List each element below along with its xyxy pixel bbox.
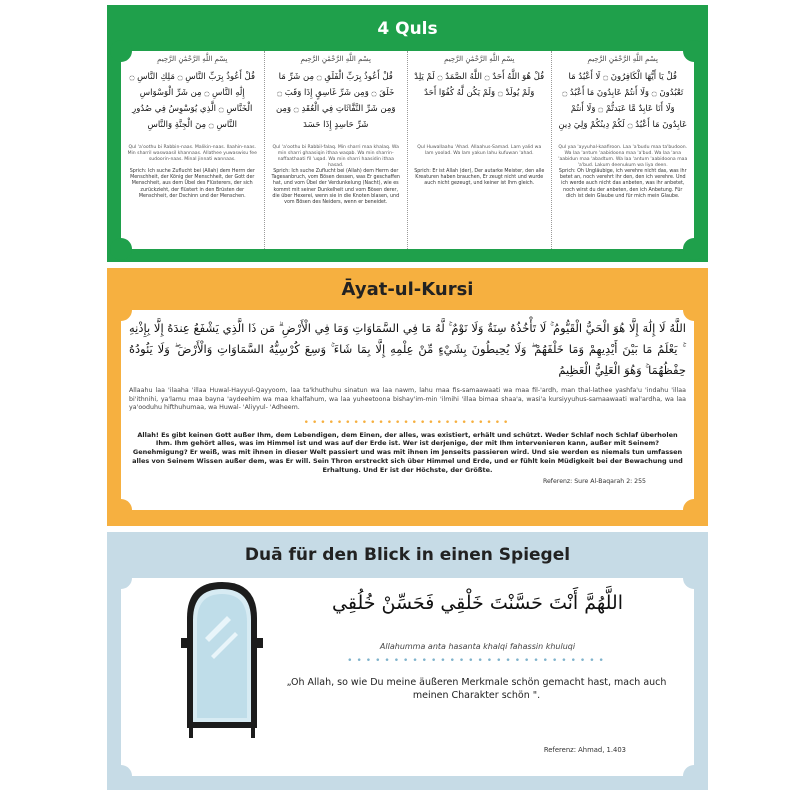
mirror-arabic: اللَّهُمَّ أَنْتَ حَسَّنْتَ خَلْقِي فَحَسِّنْ خُلُقِي: [332, 592, 623, 614]
dotted-divider: ••••••••••••••••••••••••••••: [347, 656, 608, 666]
qul-german: Sprich: Oh Ungläubige, ich verehre nicht das, was ihr betet an, noch verehrt ihr den, den ich verehre. Und ich werde auch nicht das anbeten, was ihr anbetet, noch wirst du der anbeten, den ich Anbetung. Für dich ist dein Glaube und für mich mein Glaube.: [558, 169, 687, 199]
mirror-transliteration: Allahumma anta hasanta khalqi fahassin khuluqi: [379, 642, 576, 651]
quls-title: 4 Quls: [377, 19, 438, 39]
qul-arabic: قُلْ هُوَ اللَّهُ أَحَدٌ ۝ اللَّهُ الصَّمَدُ ۝ لَمْ يَلِدْ وَلَمْ يُولَدْ ۝ وَلَمْ يَكُن لَّهُ كُفُوًا أَحَدٌ: [414, 72, 545, 98]
corner-notch: [683, 238, 705, 260]
qul-arabic: قُلْ أَعُوذُ بِرَبِّ الْفَلَقِ ۝ مِن شَرِّ مَا خَلَقَ ۝ وَمِن شَرِّ غَاسِقٍ إِذَا وَقَبَ ۝ وَمِن شَرِّ النَّفَّاثَاتِ فِي الْعُقَدِ ۝ وَمِن شَرِّ حَاسِدٍ إِذَا حَسَدَ: [275, 72, 396, 130]
mirror-german: „Oh Allah, so wie Du meine äußeren Merkmale schön gemacht hast, mach auch meinen Charakter schön ".: [286, 677, 667, 701]
qul-transliteration: Qul 'a'oothu bi Rabbil-falaq. Min sharri maa khalaq. Wa min sharri ghaasiqin ithaa waqab. Wa min sharrin-naffaathaati fil 'uqad. Wa min sharri haasidin ithaa hasad.: [272, 145, 399, 168]
dotted-divider: •••••••••••••••••••••••••: [303, 417, 512, 428]
qul-transliteration: Qul Huwallaahu 'Ahad. Allaahus-Samad. Lam yalid wa lam yoolad. Wa lam yakun lahu kufuwan 'ahad.: [417, 145, 542, 156]
kursi-german: Allah! Es gibt keinen Gott außer Ihm, dem Lebendigen, dem Einen, der alles, was existiert, erhält und schützt. Weder Schlaf noch Schlaf überholen Ihm. Ihm gehört alles, was im Himmel ist und was auf der Erde ist. Wer ist derjenige, der mit Ihm intervenieren kann, außer mit Seinem? Genehmigung? Er weiß, was mit ihnen in dieser Welt passiert und was mit ihnen im Jenseits passieren wird. Und sie werden es niemals tun umfassen alles von Seinem Wissen außer dem, was Er will. Sein Thron erstreckt sich über Himmel und Erde, und er fühlt kein Müdigkeit bei der Bewachung und Erhaltung. Und Er ist der Höchste, der Größte.: [132, 430, 683, 474]
kursi-title: Āyat-ul-Kursi: [341, 279, 474, 300]
ayat-ul-kursi-card: [107, 268, 708, 526]
corner-notch: [683, 765, 705, 787]
corner-notch: [110, 499, 132, 521]
mirror-content-panel: [121, 578, 694, 776]
corner-notch: [683, 567, 705, 589]
qul-transliteration: Qul 'a'oothu bi Rabbin-naas. Malikin-naas. Ilaahin-naas. Min sharril waswaasil khannaas. Allathee yuwaswisu fee sudoorin-naas. Minal jinnati wannaas.: [127, 145, 257, 162]
qul-arabic: قُلْ يَا أَيُّهَا الْكَافِرُونَ ۝ لَا أَعْبُدُ مَا تَعْبُدُونَ ۝ وَلَا أَنتُمْ عَابِدُونَ مَا أَعْبُدُ ۝ وَلَا أَنَا عَابِدٌ مَّا عَبَدتُّمْ ۝ وَلَا أَنتُمْ عَابِدُونَ مَا أَعْبُدُ ۝ لَكُمْ دِينُكُمْ وَلِيَ دِينِ: [558, 72, 688, 130]
kursi-content-panel: [121, 310, 694, 510]
kursi-transliteration: Allaahu laa 'ilaaha 'illaa Huwal-Hayyul-Qayyoom, laa ta'khuthuhu sinatun wa laa nawm, lahu maa fis-samaawaati wa maa fil-'ardh, man thal-lathee yashfa'u 'indahu 'illaa bi'ithnihi, ya'lamu maa bayna 'aydeehim wa maa khalfahum, wa laa yuheetoona bishay'im-min 'ilmihi 'illaa bimaa shaa'a, wasi'a kursiyyuhus-samaawaati wal'ardha, wa laa ya'ooduhu hifthuhumaa, wa Huwal- 'Aliyyul- 'Adheem.: [129, 387, 686, 411]
corner-notch: [110, 299, 132, 321]
qul-column-an-nas: [121, 51, 265, 249]
basmala: بِسْمِ اللَّهِ الرَّحْمَٰنِ الرَّحِيمِ: [300, 55, 371, 63]
qul-german: Sprich: Ich suche Zuflucht bei (Allah) dem Herrn der Tagesanbruch, vom Bösen dessen, was Er geschaffen hat, und vom Übel der Verdunkelung (Nacht), wie es kommt mit seiner Dunkelheit und vom Bösen derer, die über Hexerei, wenn sie in die Knoten blasen, und vom Bösen des Neiders, wenn er beneidet.: [271, 169, 400, 206]
qul-german: Sprich: Ich suche Zuflucht bei (Allah) dem Herrn der Menschheit, der König der Menschheit, der Gott der Menschheit, aus dem Übel des Flüsterers, der sich zurückzieht, der flüstert in den Brüsten der Menschheit, der Dschinn und der Menschen.: [129, 169, 255, 199]
mirror-reference: Referenz: Ahmad, 1.403: [543, 746, 626, 754]
corner-notch: [683, 499, 705, 521]
basmala: بِسْمِ اللَّهِ الرَّحْمَٰنِ الرَّحِيمِ: [444, 55, 515, 63]
mirror-title: Duā für den Blick in einen Spiegel: [244, 545, 571, 565]
corner-notch: [110, 567, 132, 589]
corner-notch: [110, 765, 132, 787]
kursi-arabic: اللَّهُ لَا إِلَٰهَ إِلَّا هُوَ الْحَيُّ الْقَيُّومُ ۚ لَا تَأْخُذُهُ سِنَةٌ وَلَا نَوْمٌ ۚ لَّهُ مَا فِي السَّمَاوَاتِ وَمَا فِي الْأَرْضِ ۗ مَن ذَا الَّذِي يَشْفَعُ عِندَهُ إِلَّا بِإِذْنِهِ ۚ يَعْلَمُ مَا بَيْنَ أَيْدِيهِمْ وَمَا خَلْفَهُمْ ۖ وَلَا يُحِيطُونَ بِشَيْءٍ مِّنْ عِلْمِهِ إِلَّا بِمَا شَاءَ ۚ وَسِعَ كُرْسِيُّهُ السَّمَاوَاتِ وَالْأَرْضَ ۖ وَلَا يَئُودُهُ حِفْظُهُمَا ۚ وَهُوَ الْعَلِيُّ الْعَظِيمُ: [129, 321, 686, 377]
corner-notch: [683, 40, 705, 62]
corner-notch: [110, 40, 132, 62]
qul-column-al-ikhlas: [408, 51, 552, 249]
qul-german: Sprich: Er ist Allah (der), Der autarke Meister, den alle Kreaturen haben brauchen, Er zeugt nicht und wurde auch nicht gezeugt, und keiner ist Ihm gleich.: [414, 169, 545, 187]
dua-mirror-card: [107, 532, 708, 790]
kursi-reference: Referenz: Sure Al-Baqarah 2: 255: [542, 478, 646, 486]
quls-card: [107, 5, 708, 262]
corner-notch: [110, 238, 132, 260]
basmala: بِسْمِ اللَّهِ الرَّحْمَٰنِ الرَّحِيمِ: [157, 55, 228, 63]
qul-transliteration: Qul yaa 'ayyuhal-kaafiroon. Laa 'a'budu maa ta'budoon. Wa laa 'antum 'aabidoona maa 'a'bud. Wa laa 'ana 'aabidun maa 'abadtum. Wa laa 'antum 'aabidoona maa 'a'bud. Lakum deenukum wa liya deen.: [558, 145, 688, 168]
qul-arabic: قُلْ أَعُوذُ بِرَبِّ النَّاسِ ۝ مَلِكِ النَّاسِ ۝ إِلَٰهِ النَّاسِ ۝ مِن شَرِّ الْوَسْوَاسِ الْخَنَّاسِ ۝ الَّذِي يُوَسْوِسُ فِي صُدُورِ النَّاسِ ۝ مِنَ الْجِنَّةِ وَالنَّاسِ: [129, 72, 256, 130]
standing-mirror-icon: [177, 578, 267, 738]
qul-column-al-kafirun: [552, 51, 695, 249]
corner-notch: [683, 299, 705, 321]
qul-column-al-falaq: [265, 51, 409, 249]
basmala: بِسْمِ اللَّهِ الرَّحْمَٰنِ الرَّحِيمِ: [587, 55, 658, 63]
quls-content-panel: [121, 51, 694, 249]
